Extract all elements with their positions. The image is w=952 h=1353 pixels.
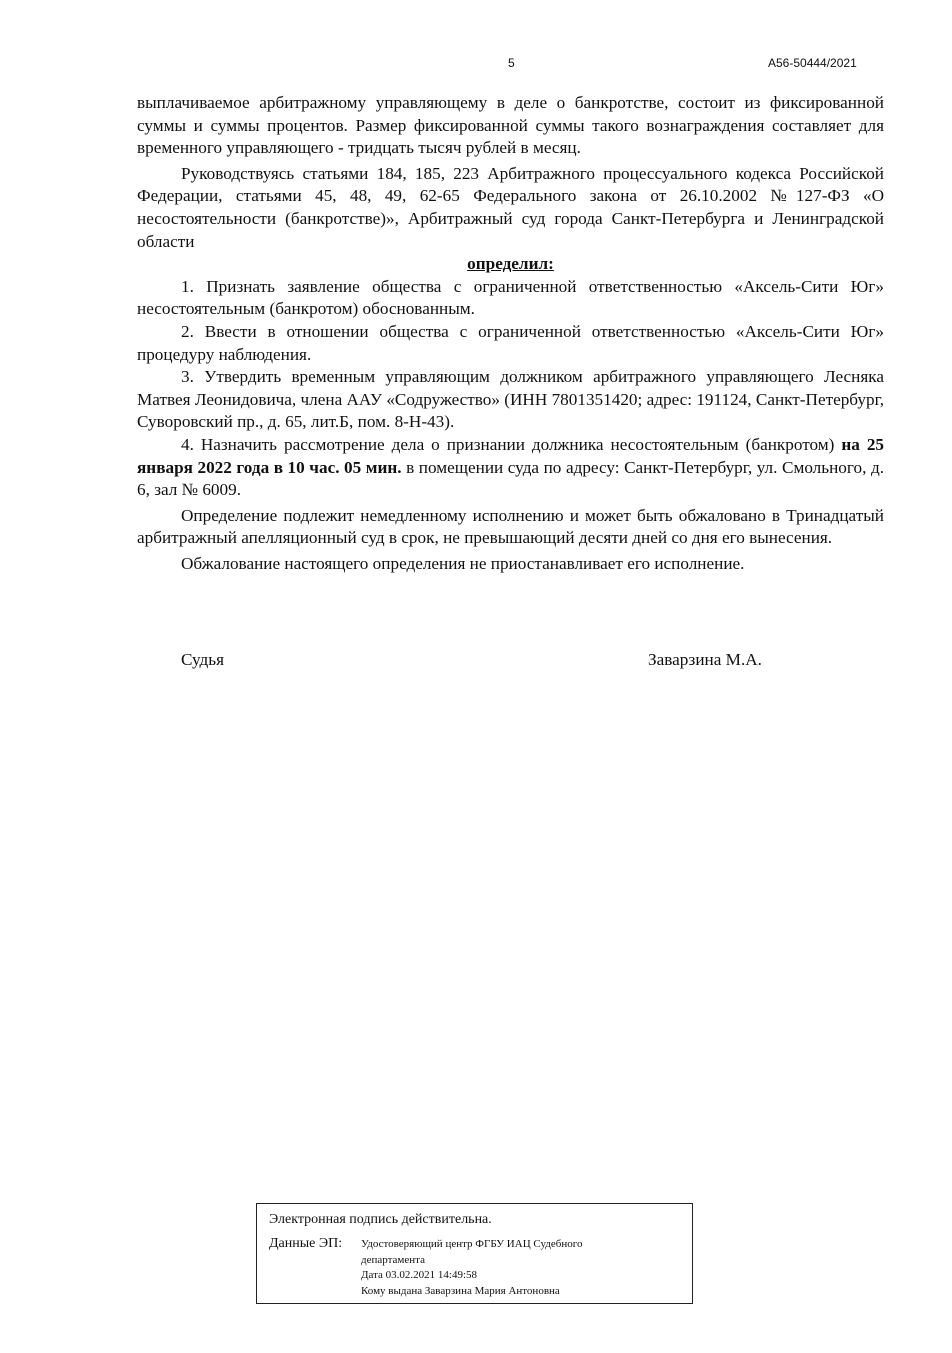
page-number: 5 — [508, 56, 515, 70]
ruling-item-1: 1. Признать заявление общества с ограниченной ответственностью «Аксель-Сити Юг» несостоятельным (банкротом) обоснованным. — [137, 276, 884, 319]
ruling-item-3: 3. Утвердить временным управляющим должником арбитражного управляющего Лесняка Матвея Леонидовича, члена ААУ «Содружество» (ИНН 7801351420; адрес: 191124, Санкт-Петербург, Суворовский пр., д. 65, лит.Б, пом. 8-Н-43). — [137, 367, 884, 432]
document-body — [137, 92, 884, 575]
ruling-item-2: 2. Ввести в отношении общества с ограниченной ответственностью «Аксель-Сити Юг» процедуру наблюдения. — [137, 321, 884, 364]
judge-label: Судья — [181, 650, 225, 669]
paragraph-appeal: Определение подлежит немедленному исполнению и может быть обжаловано в Тринадцатый арбитражный апелляционный суд в срок, не превышающий десяти дней со дня его вынесения. — [137, 505, 884, 548]
case-number: А56-50444/2021 — [768, 56, 857, 70]
paragraph-execution: Обжалование настоящего определения не приостанавливает его исполнение. — [181, 553, 745, 573]
cert-center: Удостоверяющий центр ФГБУ ИАЦ Судебного — [361, 1238, 583, 1250]
item-4-text: 4. Назначить рассмотрение дела о признании должника несостоятельным (банкротом) — [181, 434, 835, 454]
hearing-date: на 25 января 2022 года в 10 час. 05 мин. — [137, 434, 885, 477]
ruling-item-4 — [137, 434, 884, 502]
e-signature-stamp — [256, 1203, 693, 1304]
paragraph-legal-basis: Руководствуясь статьями 184, 185, 223 Арбитражного процессуального кодекса Российской Федерации, статьями 45, 48, 49, 62-65 Федерального закона от 26.10.2002 №127-ФЗ «О несостоятельности (банкротстве)», Арбитражный суд города Санкт-Петербурга и Ленинградской области — [137, 163, 884, 251]
signature-details — [361, 1237, 661, 1299]
signature-data-label: Данные ЭП: — [269, 1236, 343, 1251]
item-4-address: в помещении суда по адресу: Санкт-Петербург, ул. Смольного, д. 6, зал № 6009. — [137, 457, 884, 500]
ruling-heading: определил: — [467, 254, 554, 274]
judge-name: Заварзина М.А. — [648, 650, 762, 669]
paragraph-remuneration: выплачиваемое арбитражному управляющему в деле о банкротстве, состоит из фиксированной суммы и суммы процентов. Размер фиксированной суммы такого вознаграждения составляет для временного управляющего - тридцать тысяч рублей в месяц. — [137, 93, 884, 158]
cert-department: департамента — [361, 1253, 425, 1266]
cert-date: Дата 03.02.2021 14:49:58 — [361, 1269, 478, 1281]
cert-owner: Кому выдана Заварзина Мария Антоновна — [361, 1284, 560, 1297]
signature-valid-text: Электронная подпись действительна. — [269, 1212, 492, 1227]
